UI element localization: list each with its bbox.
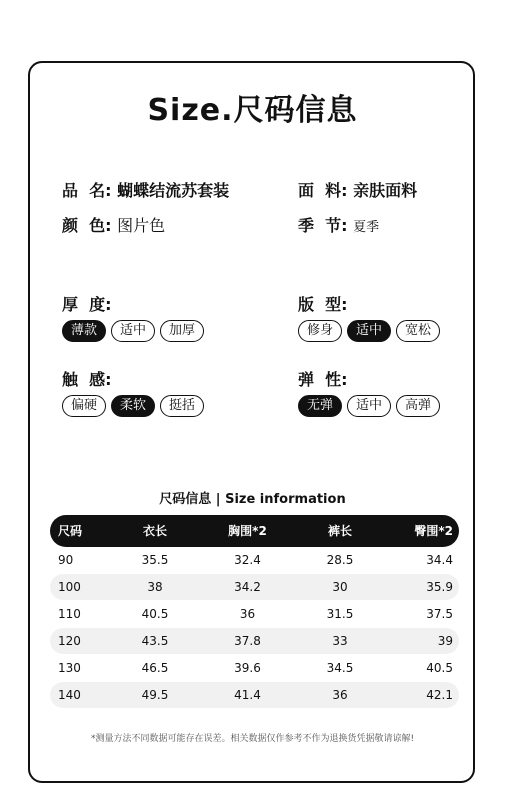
table-row xyxy=(50,628,459,654)
fit-option-loose[interactable]: 宽松 xyxy=(396,320,440,342)
fit-option-slim[interactable]: 修身 xyxy=(298,320,342,342)
fit-options xyxy=(298,320,440,342)
fabric-label: 面 料: xyxy=(298,181,348,200)
table-cell: 30 xyxy=(332,580,348,594)
table-cell: 37.5 xyxy=(426,607,453,621)
season xyxy=(298,213,379,236)
season-label: 季 节: xyxy=(298,216,348,235)
header-hip: 臀围*2 xyxy=(414,524,453,538)
table-cell: 40.5 xyxy=(426,661,453,675)
table-cell: 40.5 xyxy=(141,607,169,621)
table-cell: 100 xyxy=(58,580,81,594)
table-cell: 34.2 xyxy=(234,580,261,594)
table-cell: 140 xyxy=(58,688,81,702)
touch-label: 触 感: xyxy=(62,370,112,389)
table-cell: 43.5 xyxy=(141,634,169,648)
table-cell: 39.6 xyxy=(234,661,261,675)
touch-option-hard[interactable]: 偏硬 xyxy=(62,395,106,417)
fit-label: 版 型: xyxy=(298,295,348,314)
table-cell: 38 xyxy=(147,580,163,594)
product-name-label: 品 名: xyxy=(62,181,112,200)
elasticity-option-none[interactable]: 无弹 xyxy=(298,395,342,417)
table-cell: 90 xyxy=(58,553,74,567)
table-cell: 130 xyxy=(58,661,81,675)
thickness-label: 厚 度: xyxy=(62,295,112,314)
table-cell: 37.8 xyxy=(234,634,261,648)
thickness-options xyxy=(62,320,204,342)
table-cell: 120 xyxy=(58,634,81,648)
table-row xyxy=(50,601,459,627)
header-pants-length: 裤长 xyxy=(327,524,352,538)
table-cell: 46.5 xyxy=(141,661,169,675)
touch-options xyxy=(62,395,204,417)
product-name-value: 蝴蝶结流苏套装 xyxy=(117,181,230,200)
product-name xyxy=(62,178,229,201)
table-cell: 28.5 xyxy=(326,553,354,567)
header-bust: 胸围*2 xyxy=(228,524,267,538)
table-cell: 41.4 xyxy=(234,688,261,702)
table-cell: 31.5 xyxy=(326,607,354,621)
page-title: Size.尺码信息 xyxy=(147,93,358,128)
table-cell: 34.4 xyxy=(426,553,453,567)
table-cell: 32.4 xyxy=(234,553,261,567)
table-cell: 110 xyxy=(58,607,81,621)
table-cell: 35.5 xyxy=(141,553,169,567)
elasticity-label: 弹 性: xyxy=(298,370,348,389)
table-cell: 34.5 xyxy=(326,661,354,675)
fit-option-regular[interactable]: 适中 xyxy=(347,320,391,342)
thickness-option-thin[interactable]: 薄款 xyxy=(62,320,106,342)
fabric-value: 亲肤面料 xyxy=(353,181,418,200)
table-caption: 尺码信息 | Size information xyxy=(159,492,346,507)
header-top-length: 衣长 xyxy=(142,524,167,538)
touch-option-crisp[interactable]: 挺括 xyxy=(160,395,204,417)
table-cell: 36 xyxy=(239,607,256,621)
elasticity-option-high[interactable]: 高弹 xyxy=(396,395,440,417)
touch-option-soft[interactable]: 柔软 xyxy=(111,395,155,417)
elasticity-option-medium[interactable]: 适中 xyxy=(347,395,391,417)
table-cell: 36 xyxy=(332,688,348,702)
table-row xyxy=(50,655,459,681)
elasticity-options xyxy=(298,395,440,417)
thickness-option-thick[interactable]: 加厚 xyxy=(160,320,204,342)
table-header xyxy=(50,515,459,547)
table-cell: 33 xyxy=(332,634,348,648)
thickness-option-medium[interactable]: 适中 xyxy=(111,320,155,342)
color-value: 图片色 xyxy=(117,216,166,235)
header-size: 尺码 xyxy=(58,524,83,538)
table-row xyxy=(50,682,459,708)
table-row xyxy=(50,547,459,573)
fabric xyxy=(298,178,417,201)
table-cell: 49.5 xyxy=(141,688,169,702)
table-cell: 35.9 xyxy=(426,580,453,594)
color-label: 颜 色: xyxy=(62,216,112,235)
table-cell: 42.1 xyxy=(426,688,453,702)
table-cell: 39 xyxy=(437,634,453,648)
season-value: 夏季 xyxy=(353,220,380,235)
color xyxy=(62,213,165,236)
disclaimer-note: *测量方法不同数据可能存在误差。相关数据仅作参考不作为退换货凭据敬请谅解! xyxy=(90,734,415,744)
table-row xyxy=(50,574,459,600)
